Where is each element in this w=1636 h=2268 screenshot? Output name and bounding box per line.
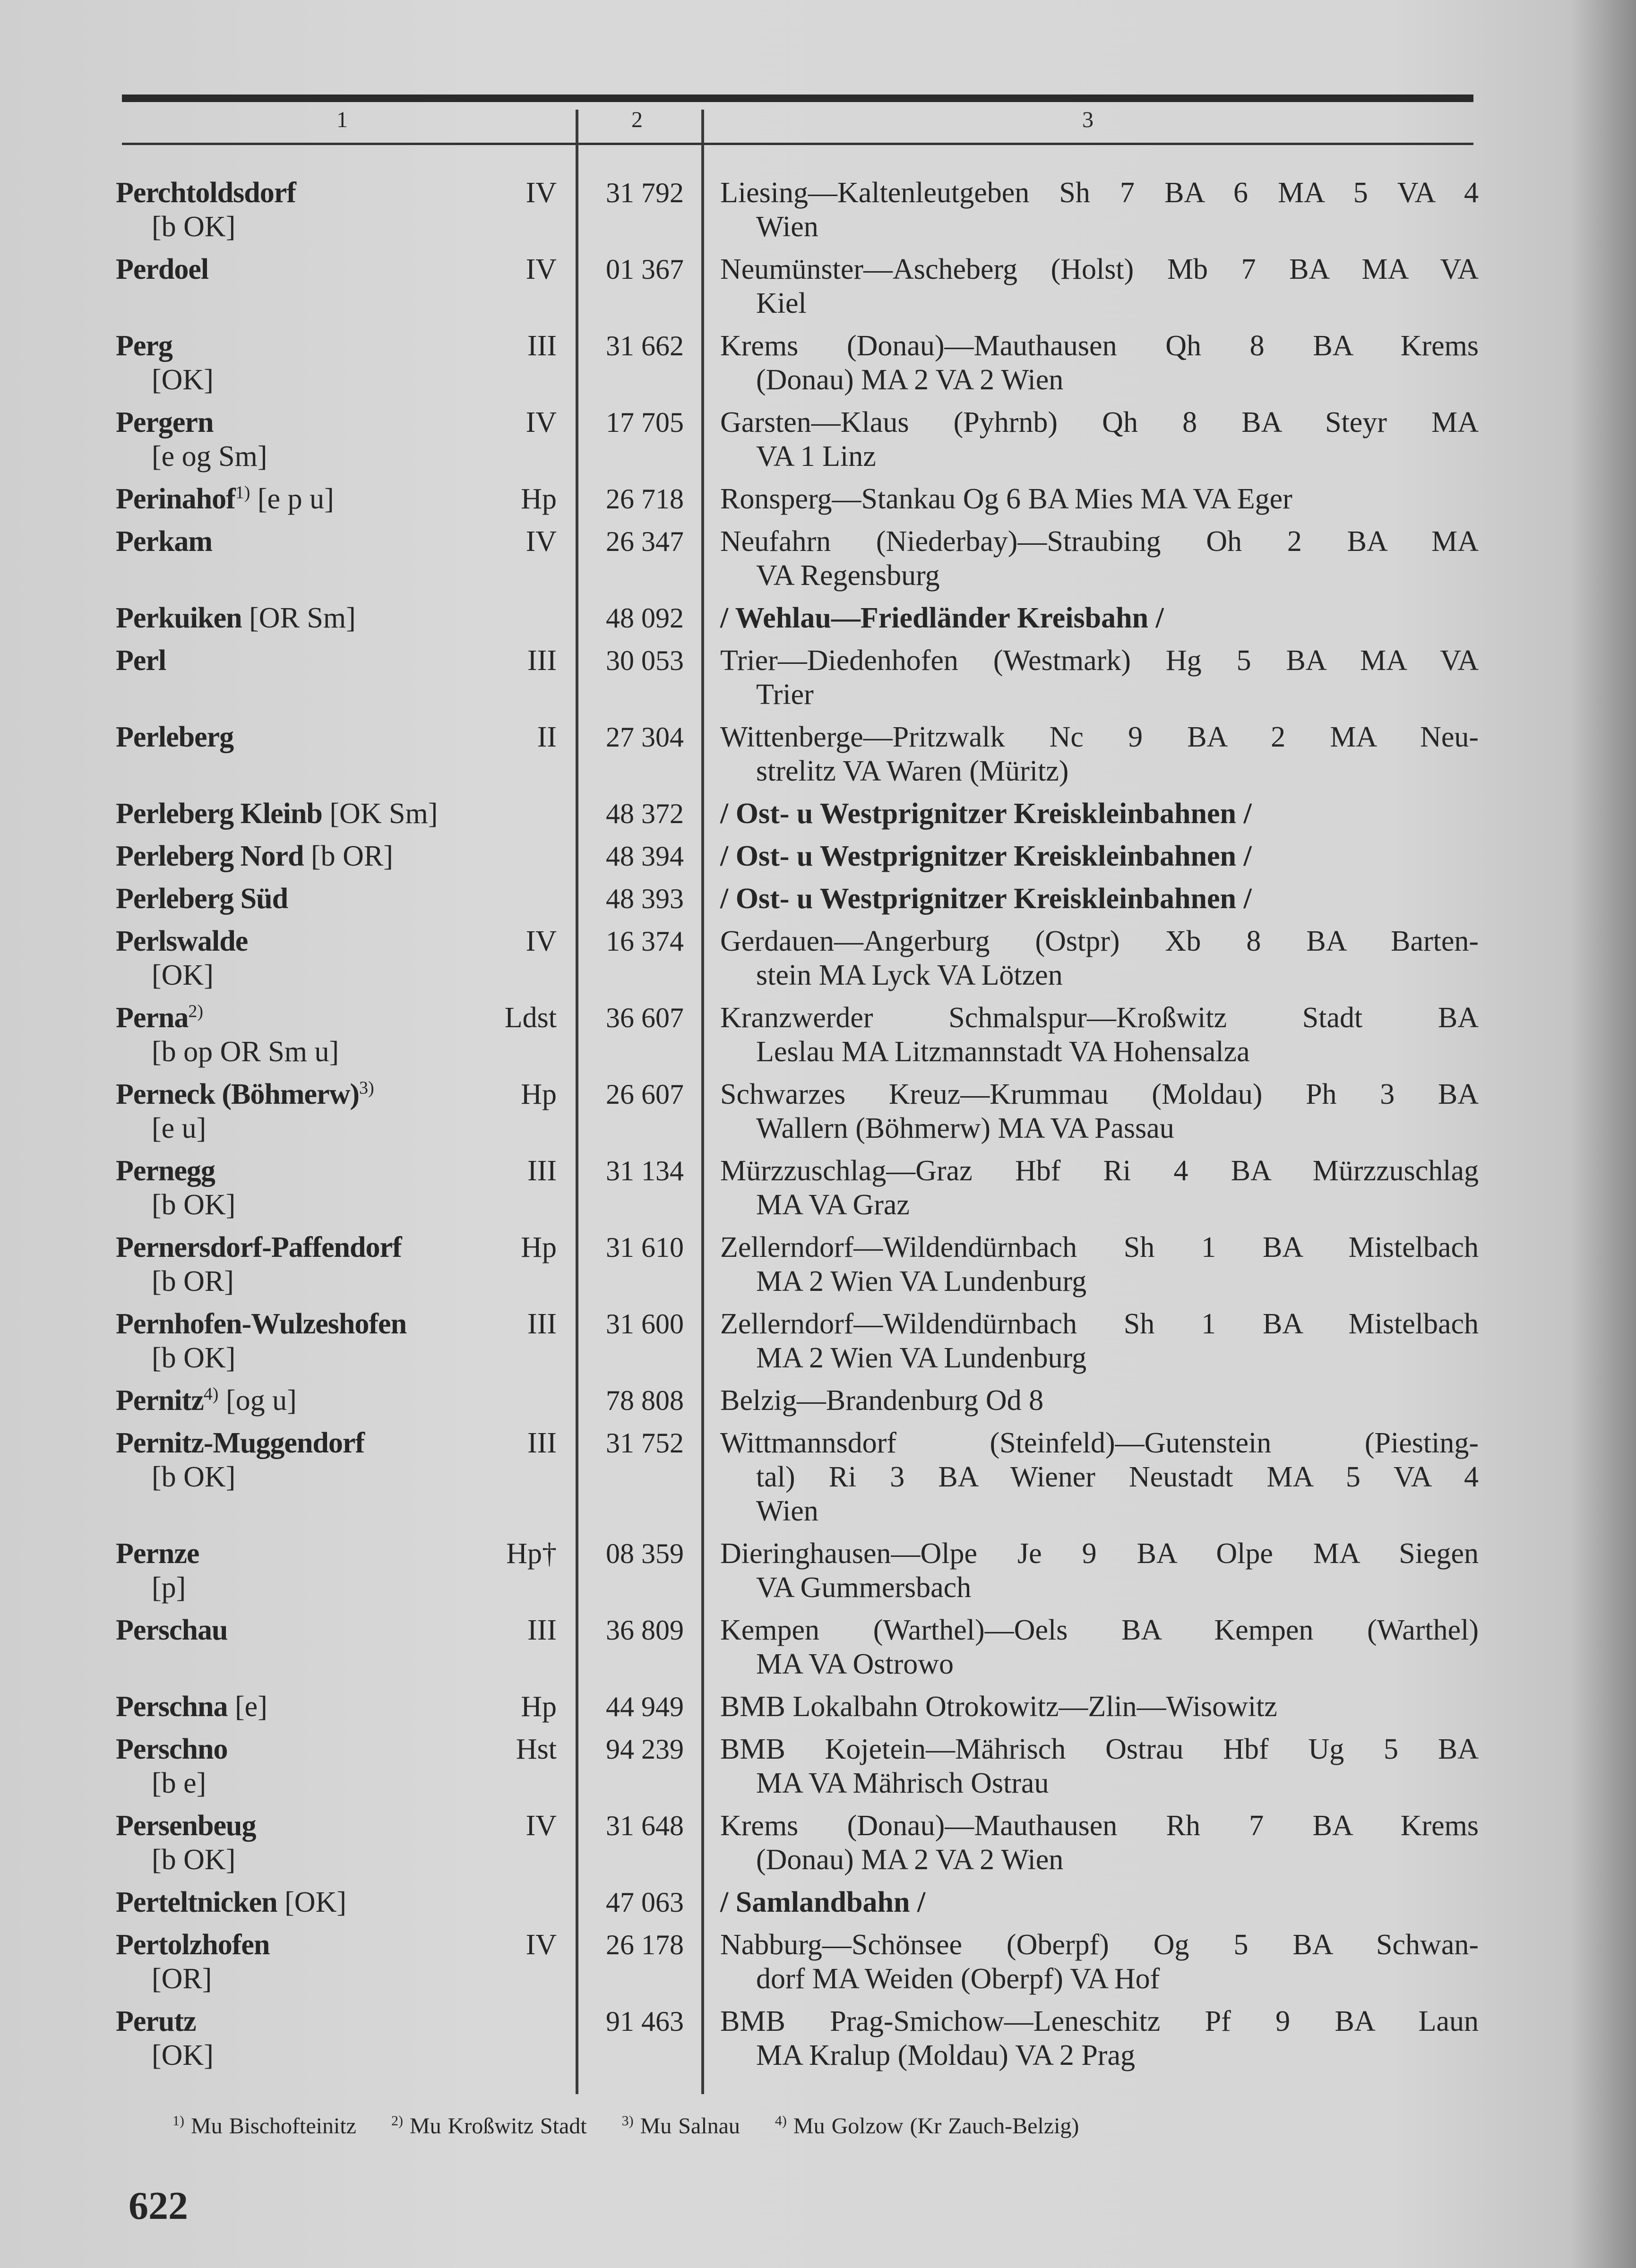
table-row — [116, 1230, 1481, 1307]
station-name-cell — [116, 601, 557, 635]
station-name-cell — [116, 720, 489, 754]
table-row — [116, 601, 1481, 644]
route-description — [720, 1613, 1479, 1681]
description-line: / Ost- u Westprignitzer Kreiskleinbahnen / — [720, 840, 1252, 872]
route-description — [720, 839, 1479, 873]
description-line: Belzig—Brandenburg Od 8 — [720, 1384, 1044, 1417]
station-tags: [OK] — [284, 1886, 346, 1918]
station-name: Perdoel — [116, 253, 209, 285]
station-tags: [og u] — [225, 1384, 297, 1417]
route-description — [720, 1537, 1479, 1605]
station-class: III — [527, 330, 557, 362]
description-line: VA Regensburg — [756, 559, 940, 592]
footnotes — [172, 2113, 1107, 2139]
station-class: Hp† — [506, 1538, 557, 1570]
station-name-cell — [116, 2004, 557, 2072]
description-line: Kempen (Warthel)—Oels BA Kempen (Warthel) — [720, 1614, 1479, 1646]
station-class: III — [527, 1155, 557, 1187]
station-name-cell — [116, 797, 557, 831]
station-code: 91 463 — [606, 2006, 684, 2037]
station-name-cell — [116, 1928, 489, 1996]
route-description — [720, 1230, 1479, 1298]
station-class: IV — [525, 253, 557, 285]
route-description — [720, 882, 1479, 916]
footnote — [172, 2113, 356, 2139]
station-name: Perl — [116, 644, 166, 677]
station-name-cell — [116, 1690, 489, 1724]
station-name: Pertolzhofen — [116, 1929, 270, 1961]
station-name-cell — [116, 644, 489, 678]
route-description — [720, 797, 1479, 831]
footnote — [391, 2113, 587, 2139]
station-tags: [OK Sm] — [329, 798, 438, 830]
table-row — [116, 1001, 1481, 1077]
footnote-mark: 1) — [172, 2113, 184, 2129]
station-class: IV — [525, 406, 557, 438]
station-name: Perleberg — [116, 721, 234, 753]
footnote-text: Mu Bischofteinitz — [191, 2113, 356, 2139]
station-tags: [b op OR Sm u] — [152, 1036, 339, 1068]
station-name-cell — [116, 1077, 489, 1145]
station-name: Pernitz — [116, 1384, 204, 1417]
table-row — [116, 1690, 1481, 1732]
description-line: / Ost- u Westprignitzer Kreiskleinbahnen / — [720, 883, 1252, 915]
route-description — [720, 176, 1479, 244]
station-class: IV — [525, 525, 557, 558]
description-line: Mürzzuschlag—Graz Hbf Ri 4 BA Mürzzuschlag — [720, 1155, 1479, 1187]
description-line: Wittmannsdorf (Steinfeld)—Gutenstein (Piesting- — [720, 1427, 1479, 1459]
station-tags: [b OR] — [152, 1265, 234, 1297]
route-description — [720, 329, 1479, 397]
station-name: Pernersdorf-Paffendorf — [116, 1231, 402, 1263]
header-rule-bottom — [122, 143, 1473, 145]
station-class: Hst — [516, 1733, 557, 1765]
description-line: Krems (Donau)—Mauthausen Rh 7 BA Krems — [720, 1810, 1479, 1842]
table-row — [116, 329, 1481, 405]
description-line: Neumünster—Ascheberg (Holst) Mb 7 BA MA VA — [720, 253, 1479, 285]
description-line: Zellerndorf—Wildendürnbach Sh 1 BA Mistelbach — [720, 1308, 1479, 1340]
station-name: Perschna — [116, 1691, 228, 1723]
station-tags: [p] — [152, 1572, 186, 1604]
table-row — [116, 2004, 1481, 2081]
station-class: III — [527, 1614, 557, 1646]
description-line: (Donau) MA 2 VA 2 Wien — [756, 1844, 1064, 1876]
description-line: BMB Lokalbahn Otrokowitz—Zlin—Wisowitz — [720, 1691, 1277, 1723]
footnote-mark: 2) — [188, 1001, 204, 1022]
table-row — [116, 482, 1481, 524]
station-code: 31 600 — [606, 1308, 684, 1340]
description-line: Krems (Donau)—Mauthausen Qh 8 BA Krems — [720, 330, 1479, 362]
station-tags: [OR] — [152, 1963, 212, 1995]
station-code: 26 178 — [606, 1929, 684, 1960]
route-description — [720, 405, 1479, 473]
description-line: (Donau) MA 2 VA 2 Wien — [756, 364, 1064, 396]
description-line: Liesing—Kaltenleutgeben Sh 7 BA 6 MA 5 VA 4 — [720, 177, 1479, 209]
table-row — [116, 1928, 1481, 2004]
station-name-cell — [116, 252, 489, 286]
route-description — [720, 1885, 1479, 1919]
station-name: Pernze — [116, 1538, 199, 1570]
table-row — [116, 1885, 1481, 1928]
route-description — [720, 1928, 1479, 1996]
station-name: Perleberg Kleinb — [116, 798, 322, 830]
table-row — [116, 797, 1481, 839]
table-row — [116, 176, 1481, 252]
station-code: 48 394 — [606, 841, 684, 872]
description-line: Nabburg—Schönsee (Oberpf) Og 5 BA Schwan- — [720, 1929, 1479, 1961]
station-tags: [b OK] — [152, 1461, 236, 1493]
station-tags: [OK] — [152, 959, 214, 991]
description-line: Schwarzes Kreuz—Krummau (Moldau) Ph 3 BA — [720, 1078, 1479, 1110]
station-code: 36 809 — [606, 1615, 684, 1646]
station-class: Hp — [521, 1231, 557, 1263]
table-row — [116, 405, 1481, 482]
station-name-cell — [116, 329, 489, 397]
station-code: 31 662 — [606, 330, 684, 361]
description-line: BMB Kojetein—Mährisch Ostrau Hbf Ug 5 BA — [720, 1733, 1479, 1765]
station-name: Perschno — [116, 1733, 228, 1765]
route-description — [720, 524, 1479, 593]
station-name: Perinahof — [116, 483, 235, 515]
route-description — [720, 482, 1479, 516]
description-line: Leslau MA Litzmannstadt VA Hohensalza — [756, 1036, 1250, 1068]
table-row — [116, 252, 1481, 329]
station-class: IV — [525, 1810, 557, 1842]
table-row — [116, 1809, 1481, 1885]
description-line: Zellerndorf—Wildendürnbach Sh 1 BA Mistelbach — [720, 1231, 1479, 1263]
footnote-text: Mu Kroßwitz Stadt — [409, 2113, 587, 2139]
table-row — [116, 524, 1481, 601]
footnote-mark: 3) — [359, 1078, 374, 1098]
description-line: Gerdauen—Angerburg (Ostpr) Xb 8 BA Barten- — [720, 925, 1479, 957]
station-code: 26 718 — [606, 483, 684, 515]
station-code: 30 053 — [606, 645, 684, 676]
station-code: 26 607 — [606, 1079, 684, 1110]
station-tags: [b OK] — [152, 1189, 236, 1221]
station-code: 31 648 — [606, 1810, 684, 1841]
station-name: Persenbeug — [116, 1810, 256, 1842]
route-description — [720, 1732, 1479, 1800]
description-line: dorf MA Weiden (Oberpf) VA Hof — [756, 1963, 1160, 1995]
station-class: Hp — [521, 483, 557, 515]
footnote-text: Mu Golzow (Kr Zauch-Belzig) — [793, 2113, 1079, 2139]
description-line: stein MA Lyck VA Lötzen — [756, 959, 1063, 991]
station-tags: [b OK] — [152, 1844, 236, 1876]
description-line: / Samlandbahn / — [720, 1886, 926, 1918]
table-row — [116, 882, 1481, 924]
route-description — [720, 1383, 1479, 1418]
station-name: Perutz — [116, 2005, 196, 2037]
station-code: 31 610 — [606, 1232, 684, 1263]
table-row — [116, 1426, 1481, 1537]
station-name-cell — [116, 482, 489, 516]
station-code: 17 705 — [606, 407, 684, 438]
station-class: Ldst — [504, 1002, 557, 1034]
station-name: Perna — [116, 1002, 189, 1034]
station-class: Hp — [521, 1691, 557, 1723]
description-line: / Ost- u Westprignitzer Kreiskleinbahnen / — [720, 798, 1252, 830]
station-code: 94 239 — [606, 1734, 684, 1765]
station-code: 36 607 — [606, 1002, 684, 1033]
station-class: III — [527, 644, 557, 677]
station-code: 16 374 — [606, 926, 684, 957]
station-tags: [OR Sm] — [249, 602, 356, 634]
station-name-cell — [116, 1809, 489, 1877]
station-tags: [e] — [235, 1691, 267, 1723]
station-name: Perschau — [116, 1614, 228, 1646]
station-class: IV — [525, 1929, 557, 1961]
station-code: 47 063 — [606, 1887, 684, 1918]
station-name-cell — [116, 405, 489, 473]
description-line: MA Kralup (Moldau) VA 2 Prag — [756, 2039, 1135, 2071]
table-row — [116, 1307, 1481, 1383]
station-name: Pernhofen-Wulzeshofen — [116, 1308, 407, 1340]
table-row — [116, 839, 1481, 882]
station-code: 44 949 — [606, 1691, 684, 1722]
description-line: Wallern (Böhmerw) MA VA Passau — [756, 1112, 1174, 1144]
station-name: Perkam — [116, 525, 213, 558]
table-row — [116, 1732, 1481, 1809]
station-name-cell — [116, 1732, 489, 1800]
description-line: BMB Prag-Smichow—Leneschitz Pf 9 BA Laun — [720, 2005, 1479, 2037]
station-name-cell — [116, 1537, 489, 1605]
description-line: VA 1 Linz — [756, 440, 876, 472]
station-code: 48 092 — [606, 602, 684, 634]
footnote-mark: 1) — [235, 482, 250, 503]
station-class: III — [527, 1308, 557, 1340]
station-code: 31 752 — [606, 1427, 684, 1459]
station-name-cell — [116, 524, 489, 558]
station-tags: [b OR] — [310, 840, 393, 872]
station-code: 78 808 — [606, 1385, 684, 1416]
station-name-cell — [116, 1001, 489, 1069]
station-name-cell — [116, 839, 557, 873]
station-code: 31 134 — [606, 1155, 684, 1186]
description-line: Kiel — [756, 287, 807, 319]
station-tags: [b OK] — [152, 1342, 236, 1374]
station-name-cell — [116, 1154, 489, 1222]
station-tags: [e u] — [152, 1112, 207, 1144]
route-description — [720, 1690, 1479, 1724]
page-number: 622 — [129, 2184, 188, 2228]
description-line: MA VA Ostrowo — [756, 1648, 954, 1680]
station-class: III — [527, 1427, 557, 1459]
station-name: Perleberg Nord — [116, 840, 304, 872]
route-description — [720, 601, 1479, 635]
route-description — [720, 720, 1479, 788]
description-line: Trier—Diedenhofen (Westmark) Hg 5 BA MA VA — [720, 644, 1479, 677]
description-line: Neufahrn (Niederbay)—Straubing Oh 2 BA MA — [720, 525, 1479, 558]
station-name: Perneck (Böhmerw) — [116, 1078, 359, 1110]
route-description — [720, 1154, 1479, 1222]
route-description — [720, 924, 1479, 992]
description-line: / Wehlau—Friedländer Kreisbahn / — [720, 602, 1164, 634]
station-code: 01 367 — [606, 254, 684, 285]
station-name-cell — [116, 882, 557, 916]
station-table — [116, 176, 1481, 2081]
station-tags: [OK] — [152, 2039, 214, 2071]
station-class: IV — [525, 177, 557, 209]
footnote — [622, 2113, 740, 2139]
description-line: Wien — [756, 211, 818, 243]
table-row — [116, 644, 1481, 720]
station-name-cell — [116, 1230, 489, 1298]
footnote-mark: 4) — [203, 1384, 219, 1404]
station-name-cell — [116, 1307, 489, 1375]
station-name-cell — [116, 1885, 557, 1919]
station-code: 31 792 — [606, 177, 684, 208]
table-row — [116, 924, 1481, 1001]
route-description — [720, 2004, 1479, 2072]
footnote — [775, 2113, 1079, 2139]
description-line: tal) Ri 3 BA Wiener Neustadt MA 5 VA 4 — [756, 1461, 1479, 1493]
station-name: Perleberg Süd — [116, 883, 288, 915]
station-class: Hp — [521, 1078, 557, 1110]
description-line: Wittenberge—Pritzwalk Nc 9 BA 2 MA Neu- — [720, 721, 1479, 753]
station-name: Perkuiken — [116, 602, 242, 634]
description-line: VA Gummersbach — [756, 1572, 972, 1604]
footnote-text: Mu Salnau — [640, 2113, 740, 2139]
table-row — [116, 1613, 1481, 1690]
footnote-mark: 4) — [775, 2113, 787, 2129]
station-name: Perlswalde — [116, 925, 248, 957]
table-row — [116, 1537, 1481, 1613]
footnote-mark: 2) — [391, 2113, 403, 2129]
description-line: MA 2 Wien VA Lundenburg — [756, 1342, 1087, 1374]
description-line: Wien — [756, 1495, 818, 1527]
table-row — [116, 720, 1481, 797]
station-name-cell — [116, 924, 489, 992]
description-line: strelitz VA Waren (Müritz) — [756, 755, 1069, 787]
station-code: 48 393 — [606, 883, 684, 914]
station-name: Perg — [116, 330, 172, 362]
header-rule-top — [122, 94, 1473, 102]
route-description — [720, 1426, 1479, 1528]
table-row — [116, 1154, 1481, 1230]
footnote-mark: 3) — [621, 2113, 634, 2129]
station-name-cell — [116, 1613, 489, 1647]
station-name-cell — [116, 1383, 557, 1418]
route-description — [720, 1001, 1479, 1069]
route-description — [720, 644, 1479, 712]
station-code: 27 304 — [606, 722, 684, 753]
station-tags: [OK] — [152, 364, 214, 396]
station-name: Pernitz-Muggendorf — [116, 1427, 365, 1459]
table-row — [116, 1077, 1481, 1154]
station-name-cell — [116, 1426, 489, 1494]
description-line: Ronsperg—Stankau Og 6 BA Mies MA VA Eger — [720, 483, 1292, 515]
station-tags: [e og Sm] — [152, 440, 267, 472]
station-code: 48 372 — [606, 798, 684, 829]
station-name: Pernegg — [116, 1155, 215, 1187]
station-name: Perteltnicken — [116, 1886, 277, 1918]
station-class: II — [537, 721, 557, 753]
description-line: MA 2 Wien VA Lundenburg — [756, 1265, 1087, 1297]
description-line: Garsten—Klaus (Pyhrnb) Qh 8 BA Steyr MA — [720, 406, 1479, 438]
station-name: Pergern — [116, 406, 214, 438]
station-class: IV — [525, 925, 557, 957]
description-line: Trier — [756, 679, 814, 711]
description-line: MA VA Graz — [756, 1189, 910, 1221]
description-line: Kranzwerder Schmalspur—Kroßwitz Stadt BA — [720, 1002, 1479, 1034]
route-description — [720, 1809, 1479, 1877]
station-tags: [b OK] — [152, 211, 236, 243]
table-row — [116, 1383, 1481, 1426]
station-name: Perchtoldsdorf — [116, 177, 296, 209]
column-number-3: 3 — [1082, 107, 1094, 132]
station-tags: [e p u] — [257, 483, 334, 515]
column-number-2: 2 — [631, 107, 643, 132]
station-code: 08 359 — [606, 1538, 684, 1569]
station-tags: [b e] — [152, 1767, 207, 1799]
route-description — [720, 252, 1479, 320]
station-name-cell — [116, 176, 489, 244]
description-line: Dieringhausen—Olpe Je 9 BA Olpe MA Siegen — [720, 1538, 1479, 1570]
description-line: MA VA Mährisch Ostrau — [756, 1767, 1049, 1799]
column-number-1: 1 — [336, 107, 348, 132]
route-description — [720, 1307, 1479, 1375]
route-description — [720, 1077, 1479, 1145]
station-code: 26 347 — [606, 526, 684, 557]
